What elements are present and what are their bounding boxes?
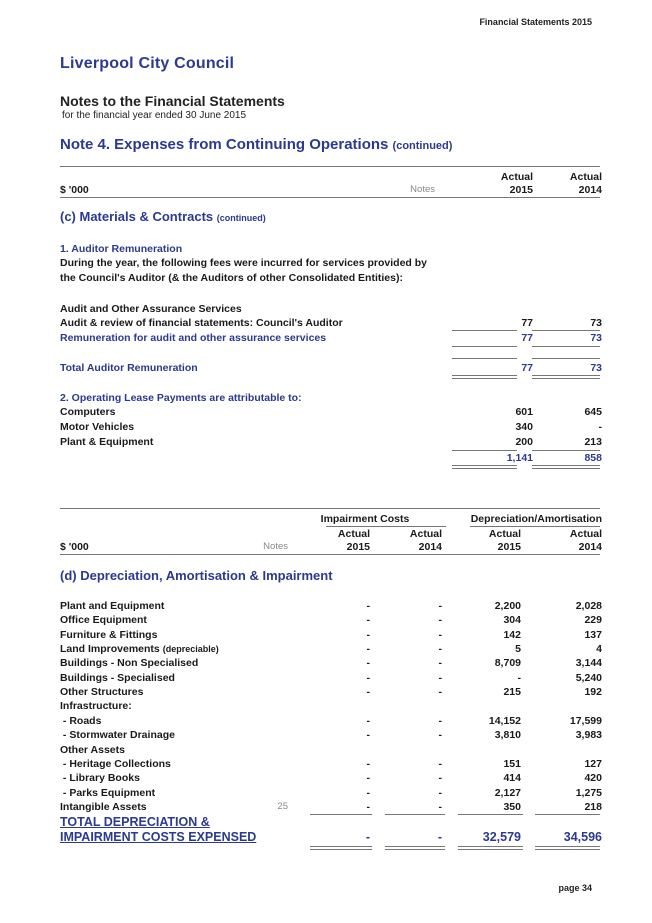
row-label: [60, 600, 164, 612]
total-label-line-2: IMPAIRMENT COSTS EXPENSED: [60, 830, 257, 844]
lease-2015: 601: [515, 406, 533, 418]
depreciation-row: [60, 600, 600, 614]
dep-2014: 1,275: [575, 786, 602, 799]
audit-review-2015: 77: [521, 317, 533, 329]
dep-2014: 3,983: [575, 729, 602, 742]
depreciation-row: [60, 758, 600, 772]
depreciation-row: [60, 787, 600, 801]
row-note: 25: [277, 800, 288, 812]
imp-2015: -: [366, 729, 370, 742]
imp-2015: -: [366, 772, 370, 785]
table2-top-rule: [60, 508, 600, 509]
note-heading-text: Note 4. Expenses from Continuing Operations: [60, 136, 389, 153]
lease-2014: 645: [584, 406, 602, 418]
double-rule: [310, 846, 372, 850]
audit-review-2014: 73: [590, 317, 602, 329]
depreciation-row: [60, 614, 600, 628]
total-dep-2015: 32,579: [482, 830, 521, 844]
total-dep-row: [60, 830, 600, 846]
imp-2014: -: [438, 686, 442, 699]
rule: [452, 450, 517, 451]
lease-row: [60, 406, 600, 420]
double-rule: [385, 846, 445, 850]
depreciation-row: [60, 643, 600, 657]
table1-header-rule: [60, 197, 600, 198]
dep-2014: 218: [584, 800, 602, 813]
table1-header-row-1: [60, 171, 600, 185]
auditor-para-line-2: the Council's Auditor (& the Auditors of other Consolidated Entities):: [60, 272, 403, 284]
remuneration-label: Remuneration for audit and other assurance services: [60, 332, 327, 344]
dep-2015: 14,152: [488, 714, 521, 727]
row-label-text: Buildings - Specialised: [60, 671, 175, 684]
row-label: [60, 614, 147, 626]
row-label: [60, 629, 157, 641]
note-heading-suffix: (continued): [392, 140, 453, 152]
dep-2015: 304: [503, 614, 521, 627]
imp-2014: -: [438, 800, 442, 813]
total-auditor-label: Total Auditor Remuneration: [60, 362, 198, 374]
lease-label: Computers: [60, 406, 116, 418]
imp-2015: -: [366, 614, 370, 627]
row-label: [60, 643, 219, 655]
notes-subtitle: for the financial year ended 30 June 2015: [62, 110, 247, 121]
imp-2014: -: [438, 657, 442, 670]
imp-2015: -: [366, 686, 370, 699]
lease-2014: -: [598, 421, 602, 433]
dep-2015: -: [517, 671, 521, 684]
lease-total-2014: 858: [584, 452, 602, 464]
lease-2015: 200: [515, 436, 533, 448]
dep-2015: 3,810: [494, 729, 521, 742]
remuneration-2014: 73: [590, 332, 602, 344]
council-name: Liverpool City Council: [60, 55, 235, 72]
lease-label: Plant & Equipment: [60, 436, 154, 448]
row-label-text: - Stormwater Drainage: [60, 729, 175, 742]
col-actual-2015: Actual: [500, 171, 533, 183]
dep-2015: 151: [503, 757, 521, 770]
remuneration-row: [60, 332, 600, 346]
col-dep-2014: 2014: [578, 541, 602, 553]
dep-2015: 2,200: [494, 600, 521, 612]
imp-2014: -: [438, 786, 442, 799]
double-rule: [452, 375, 517, 379]
lease-total-2015: 1,141: [506, 452, 533, 464]
rule: [532, 346, 600, 347]
row-label-text: - Heritage Collections: [60, 757, 171, 770]
dep-2014: 17,599: [569, 714, 602, 727]
imp-2014: -: [438, 643, 442, 656]
row-label-text: Plant and Equipment: [60, 600, 165, 612]
remuneration-2015: 77: [521, 332, 533, 344]
units-label: $ '000: [60, 184, 89, 196]
auditor-para-line-1: During the year, the following fees were incurred for services provided by: [60, 257, 428, 269]
audit-review-row: [60, 317, 600, 331]
depreciation-row: [60, 744, 600, 758]
rule: [532, 450, 600, 451]
notes-col-label: Notes: [263, 541, 288, 552]
running-header: Financial Statements 2015: [479, 17, 592, 27]
rule: [326, 526, 446, 527]
dep-2015: 350: [503, 800, 521, 813]
double-rule: [452, 465, 517, 469]
dep-2015: 8,709: [494, 657, 521, 670]
rule: [385, 814, 445, 815]
lease-row: [60, 421, 600, 435]
lease-heading: 2. Operating Lease Payments are attributable to:: [60, 392, 302, 404]
imp-2015: -: [366, 671, 370, 684]
row-label-text: Buildings - Non Specialised: [60, 657, 199, 670]
row-label-text: Land Improvements: [60, 643, 160, 656]
imp-2015: -: [366, 757, 370, 770]
imp-2014: -: [438, 671, 442, 684]
row-label-suffix: (depreciable): [162, 644, 219, 655]
row-label: [60, 729, 175, 741]
dep-2014: 4: [596, 643, 602, 656]
dep-2015: 5: [515, 643, 521, 656]
notes-col-label: Notes: [410, 184, 435, 195]
col-actual-2014: Actual: [569, 171, 602, 183]
row-label-text: - Roads: [60, 714, 102, 727]
lease-total-row: [60, 452, 600, 466]
total-imp-2014: -: [437, 830, 442, 844]
row-label: [60, 801, 147, 813]
auditor-heading: 1. Auditor Remuneration: [60, 243, 183, 255]
table2-header-rule: [60, 554, 600, 555]
col-year-2014: 2014: [578, 184, 602, 196]
note-heading: [60, 136, 452, 153]
imp-2014: -: [438, 600, 442, 612]
depreciation-row: [60, 700, 600, 714]
dep-2014: 5,240: [575, 671, 602, 684]
depreciation-row: [60, 729, 600, 743]
section-c-suffix: (continued): [216, 213, 266, 223]
imp-2014: -: [438, 628, 442, 641]
total-auditor-row: [60, 362, 600, 376]
imp-2014: -: [438, 757, 442, 770]
row-label-text: Other Structures: [60, 686, 144, 699]
units-label: $ '000: [60, 541, 89, 553]
depreciation-row: [60, 629, 600, 643]
imp-2015: -: [366, 657, 370, 670]
lease-2015: 340: [515, 421, 533, 433]
imp-2014: -: [438, 714, 442, 727]
depreciation-row: [60, 801, 600, 815]
table2-header-row-1: [60, 528, 600, 542]
row-label-text: - Library Books: [60, 772, 140, 785]
col-dep-actual-2015: Actual: [488, 528, 521, 540]
row-label: [60, 672, 175, 684]
dep-2015: 142: [503, 628, 521, 641]
dep-2014: 2,028: [575, 600, 602, 612]
total-label-line-1: TOTAL DEPRECIATION &: [60, 815, 210, 829]
imp-2015: -: [366, 800, 370, 813]
row-label-text: Intangible Assets: [60, 800, 147, 813]
imp-2014: -: [438, 614, 442, 627]
row-label: [60, 787, 155, 799]
table2-group-row: [60, 513, 600, 527]
depreciation-row: [60, 686, 600, 700]
col-dep-actual-2014: Actual: [569, 528, 602, 540]
row-label: [60, 744, 125, 756]
rule: [532, 358, 600, 359]
rule: [535, 814, 600, 815]
imp-2015: -: [366, 786, 370, 799]
dep-2015: 414: [503, 772, 521, 785]
rule: [532, 330, 600, 331]
row-label: [60, 700, 132, 712]
page-number: page 34: [558, 883, 592, 893]
col-imp-actual-2014: Actual: [409, 528, 442, 540]
dep-2014: 137: [584, 628, 602, 641]
section-c-title-text: (c) Materials & Contracts: [60, 209, 214, 224]
dep-2014: 3,144: [575, 657, 602, 670]
table2-header-row-2: [60, 541, 600, 555]
col-imp-actual-2015: Actual: [337, 528, 370, 540]
total-imp-2015: -: [365, 830, 370, 844]
table1-header-row-2: [60, 184, 600, 198]
imp-2014: -: [438, 729, 442, 742]
double-rule: [535, 846, 600, 850]
row-label-text: Office Equipment: [60, 614, 147, 627]
row-label: [60, 758, 171, 770]
lease-2014: 213: [584, 436, 602, 448]
row-label: [60, 715, 101, 727]
rule: [310, 814, 372, 815]
total-auditor-2014: 73: [590, 362, 602, 374]
section-d-title: (d) Depreciation, Amortisation & Impairment: [60, 568, 333, 583]
dep-2014: 229: [584, 614, 602, 627]
rule: [458, 814, 523, 815]
col-dep-2015: 2015: [497, 541, 521, 553]
dep-2014: 192: [584, 686, 602, 699]
notes-title: Notes to the Financial Statements: [60, 93, 285, 109]
imp-2014: -: [438, 772, 442, 785]
row-label: [60, 657, 198, 669]
rule: [470, 526, 600, 527]
lease-row: [60, 436, 600, 450]
group-depreciation: Depreciation/Amortisation: [470, 513, 602, 525]
row-label: [60, 772, 140, 784]
double-rule: [458, 846, 523, 850]
rule: [452, 330, 517, 331]
depreciation-row: [60, 772, 600, 786]
dep-2015: 2,127: [494, 786, 521, 799]
row-label-text: Furniture & Fittings: [60, 628, 158, 641]
table1-top-rule: [60, 166, 600, 167]
row-label-text: - Parks Equipment: [60, 786, 156, 799]
section-c-title: [60, 209, 266, 224]
depreciation-row: [60, 715, 600, 729]
imp-2015: -: [366, 714, 370, 727]
row-label: [60, 686, 143, 698]
lease-label: Motor Vehicles: [60, 421, 135, 433]
col-imp-2015: 2015: [346, 541, 370, 553]
group-impairment: Impairment Costs: [320, 513, 410, 525]
dep-2014: 127: [584, 757, 602, 770]
col-imp-2014: 2014: [418, 541, 442, 553]
imp-2015: -: [366, 643, 370, 656]
total-dep-2014: 34,596: [563, 830, 602, 844]
depreciation-row: [60, 672, 600, 686]
imp-2015: -: [366, 600, 370, 612]
double-rule: [532, 465, 600, 469]
col-year-2015: 2015: [509, 184, 533, 196]
imp-2015: -: [366, 628, 370, 641]
rule: [452, 358, 517, 359]
row-label-text: Other Assets: [60, 743, 125, 756]
audit-review-label: Audit & review of financial statements: Council's Auditor: [60, 317, 343, 329]
assurance-heading: Audit and Other Assurance Services: [60, 303, 242, 315]
dep-2014: 420: [584, 772, 602, 785]
rule: [452, 346, 517, 347]
row-label-text: Infrastructure:: [60, 700, 132, 713]
dep-2015: 215: [503, 686, 521, 699]
total-auditor-2015: 77: [521, 362, 533, 374]
double-rule: [532, 375, 600, 379]
depreciation-row: [60, 657, 600, 671]
